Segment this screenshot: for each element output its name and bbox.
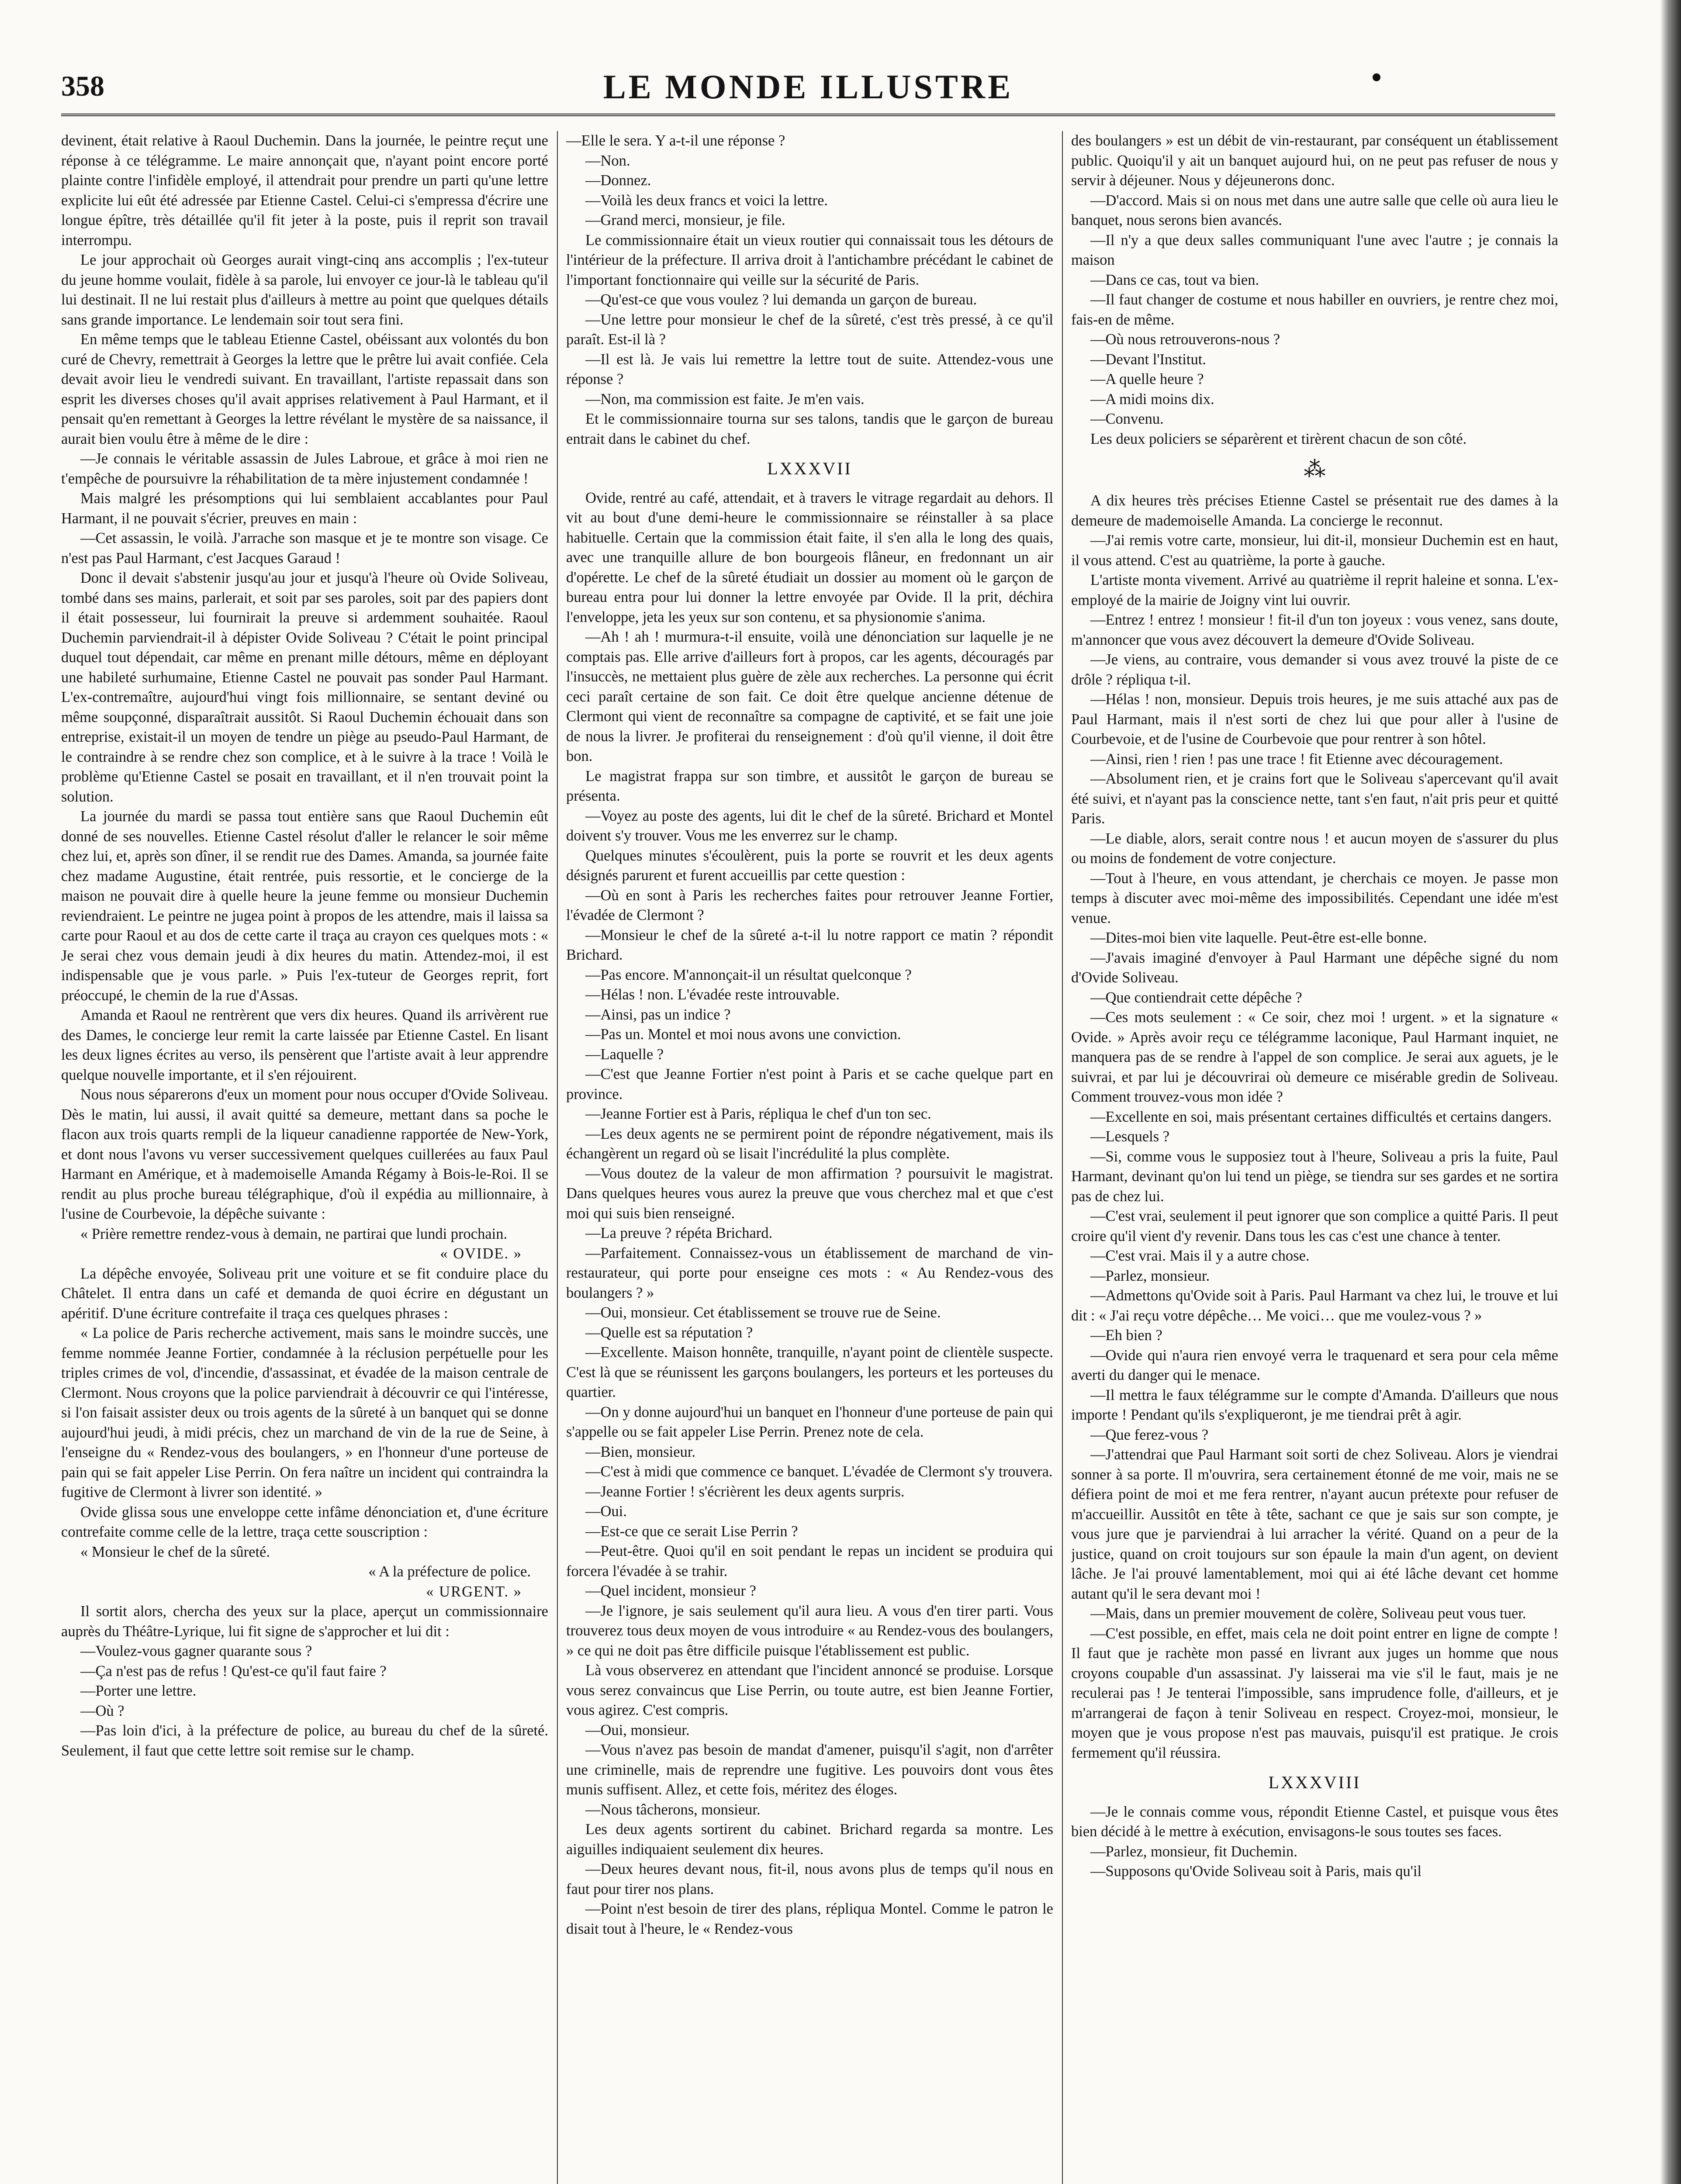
page-edge-shadow bbox=[1660, 0, 1681, 2184]
paragraph: Nous nous séparerons d'eux un moment pour nous occuper d'Ovide Soliveau. Dès le matin, lui aussi, il avait quitté sa demeure, mettant dans sa poche le flacon aux trois quarts rempli de la liqueur canadienne rapportée de New-York, et dont nous l'avons vu verser successivement quelques cuillerées au faux Paul Harmant en Amérique, et à mademoiselle Amanda Régamy à Bois-le-Roi. Il se rendit au plus proche bureau télégraphique, d'où il expédia au millionnaire, à l'usine de Courbevoie, la dépêche suivante : bbox=[61, 1086, 548, 1222]
paragraph: « Prière remettre rendez-vous à demain, ne partirai que lundi prochain. bbox=[80, 1225, 508, 1242]
paragraph: La journée du mardi se passa tout entière sans que Raoul Duchemin eût donné de ses nouvelles. Etienne Castel résolut d'aller le relancer le soir même chez lui, et, après son dîner, il se rendit rue des Dames. Amanda, sa journée faite chez madame Augustine, était rentrée, puis ressortie, et le concierge de la maison ne pouvait dire à quelle heure la jeune femme ou monsieur Duchemin reviendraient. Le peintre ne jugea point à propos de les attendre, mais il laissa sa carte pour Raoul et au dos de cette carte il traça au crayon ces quelques mots : « Je serai chez vous demain jeudi à dix heures du matin. Attendez-moi, il est indispensable que je vous parle. » Puis l'ex-tuteur de Georges reprit, fort préoccupé, le chemin de la rue d'Assas. bbox=[61, 808, 548, 1004]
paragraph: —Non. bbox=[585, 152, 630, 169]
journal-title: LE MONDE ILLUSTRE bbox=[603, 68, 1013, 106]
paragraph: —C'est possible, en effet, mais cela ne doit point entrer en ligne de compte ! Il faut que je rachète mon passé en livrant aux juges un homme que nous croyons coupable d'un assassinat. J'y laisserai ma vie s'il le faut, mais je ne reculerai pas ! Je tenterai l'impossible, sans imprudence folle, d'ailleurs, et je m'arrangerai de façon à tenir Soliveau en respect. Croyez-moi, monsieur, le moyen que je vous propose n'est pas mauvais, puisqu'il est pratique. Je crois fermement qu'il réussira. bbox=[1071, 1625, 1558, 1761]
paragraph: —Il mettra le faux télégramme sur le compte d'Amanda. D'ailleurs que nous importe ! Pendant qu'ils s'expliqueront, je me tiendrai prêt à agir. bbox=[1071, 1386, 1558, 1423]
paragraph: Là vous observerez en attendant que l'incident annoncé se produise. Lorsque vous serez convaincus que Lise Perrin, ou toute autre, est bien Jeanne Fortier, vous agirez. C'est compris. bbox=[566, 1662, 1053, 1718]
text-column-3 bbox=[1071, 131, 1558, 2184]
paragraph: —C'est vrai, seulement il peut ignorer que son complice a quitté Paris. Il peut croire qu'il vient d'y revenir. Dans tous les cas c'est une chance à tenter. bbox=[1071, 1208, 1558, 1244]
paragraph: —Grand merci, monsieur, je file. bbox=[585, 212, 785, 228]
paragraph: Mais malgré les présomptions qui lui semblaient accablantes pour Paul Harmant, il ne pouvait s'écrier, preuves en main : bbox=[61, 490, 548, 527]
paragraph: —Les deux agents ne se permirent point de répondre négativement, mais ils échangèrent un regard où se lisait l'incrédulité la plus complète. bbox=[566, 1125, 1053, 1162]
paragraph: —Où nous retrouverons-nous ? bbox=[1090, 331, 1280, 348]
paragraph: —Lesquels ? bbox=[1090, 1128, 1170, 1145]
paragraph: —Nous tâcherons, monsieur. bbox=[585, 1801, 761, 1818]
paragraph: La dépêche envoyée, Soliveau prit une voiture et se fit conduire place du Châtelet. Il entra dans un café et demanda de quoi écrire en dégustant un apéritif. D'une écriture contrefaite il traça ces quelques phrases : bbox=[61, 1265, 548, 1322]
paragraph: Donc il devait s'abstenir jusqu'au jour et jusqu'à l'heure où Ovide Soliveau, tombé dans ses mains, parlerait, et soit par ses paroles, soit par des papiers dont il était possesseur, lui fournirait la preuve si ardemment souhaitée. Raoul Duchemin parviendrait-il à dépister Ovide Soliveau ? C'était le point principal duquel tout dépendait, car même en prenant mille détours, même en déployant une habileté surhumaine, Etienne Castel ne pouvait pas sonder Paul Harmant. L'ex-contremaître, aujourd'hui vingt fois millionnaire, se sentant deviné ou même soupçonné, disparaîtrait aussitôt. Si Raoul Duchemin échouait dans son entreprise, existait-il un moyen de tendre un piège au pseudo-Paul Harmant, de le contraindre à se rendre chez son complice, et à le suivre à la trace ! Voilà le problème qu'Etienne Castel se posait en travaillant, et il n'en trouvait point la solution. bbox=[61, 570, 548, 805]
paragraph: —Peut-être. Quoi qu'il en soit pendant le repas un incident se produira qui forcera l'évadée à se trahir. bbox=[566, 1543, 1053, 1579]
paragraph: —Hélas ! non. L'évadée reste introuvable. bbox=[585, 986, 840, 1003]
paragraph: —Monsieur le chef de la sûreté a-t-il lu notre rapport ce matin ? répondit Brichard. bbox=[566, 926, 1053, 963]
paragraph: Le jour approchait où Georges aurait vingt-cinq ans accomplis ; l'ex-tuteur du jeune homme voulait, fidèle à sa parole, lui envoyer ce jour-là le tableau qu'il lui destinait. Il ne lui restait plus d'ailleurs à mettre au point que quelques détails sans grande importance. Le lendemain soir tout sera fini. bbox=[61, 252, 548, 328]
paragraph: —Donnez. bbox=[585, 172, 651, 189]
paragraph: —Pas loin d'ici, à la préfecture de police, au bureau du chef de la sûreté. Seulement, il faut que cette lettre soit remise sur le champ. bbox=[61, 1722, 548, 1759]
paragraph: —A midi moins dix. bbox=[1090, 390, 1214, 408]
paragraph: Amanda et Raoul ne rentrèrent que vers dix heures. Quand ils arrivèrent rue des Dames, le concierge leur remit la carte laissée par Etienne Castel. En lisant les deux lignes écrites au verso, ils pensèrent que l'artiste avait à leur apprendre quelque nouvelle importante, et il s'en réjouirent. bbox=[61, 1007, 548, 1083]
paragraph: —Est-ce que ce serait Lise Perrin ? bbox=[585, 1523, 798, 1540]
paragraph: —Une lettre pour monsieur le chef de la sûreté, c'est très pressé, à ce qu'il paraît. Est-il là ? bbox=[566, 311, 1053, 348]
paragraph: —D'accord. Mais si on nous met dans une autre salle que celle où aura lieu le banquet, nous serons bien avancés. bbox=[1071, 192, 1558, 228]
paragraph: —Convenu. bbox=[1090, 411, 1164, 427]
paragraph: —J'ai remis votre carte, monsieur, lui dit-il, monsieur Duchemin est en haut, il vous attend. C'est au quatrième, la porte à gauche. bbox=[1071, 532, 1558, 569]
paragraph: —Porter une lettre. bbox=[80, 1683, 197, 1699]
paragraph: —J'attendrai que Paul Harmant soit sorti de chez Soliveau. Alors je viendrai sonner à sa porte. Il m'ouvrira, sera certainement étonné de me voir, mais ne se défiera point de moi et me fera rentrer, n'ayant aucun prétexte pour refuser de m'accueillir. Aussitôt en tête à tête, sachant ce que je sais sur son compte, je vous jure que je parviendrai à lui arracher la vérité. Quand on a peur de la justice, quand on croit toujours sur son épaule la main d'un agent, on devient lâche. Je l'ai prouvé lamentablement, moi qui ai été lâche devant cet homme autant qu'il le sera devant moi ! bbox=[1071, 1446, 1558, 1602]
paragraph: —Vous doutez de la valeur de mon affirmation ? poursuivit le magistrat. Dans quelques heures vous aurez la preuve que vous cherchez mal et que c'est moi qui suis bien renseigné. bbox=[566, 1165, 1053, 1222]
paragraph: —Oui, monsieur. Cet établissement se trouve rue de Seine. bbox=[585, 1304, 941, 1321]
paragraph: devinent, était relative à Raoul Duchemin. Dans la journée, le peintre reçut une réponse à ce télégramme. Le maire annonçait que, n'ayant point encore porté plainte contre l'infidèle employé, il attendrait pour prendre un parti qu'une lettre explicite lui eût été adressée par Etienne Castel. Celui-ci s'empressa d'écrire une longue épître, très détaillée qu'il fit jeter à la poste, puis il reprit son travail interrompu. bbox=[61, 132, 548, 249]
paragraph: —Ça n'est pas de refus ! Qu'est-ce qu'il faut faire ? bbox=[80, 1662, 387, 1679]
paragraph: Le commissionnaire était un vieux routier qui connaissait tous les détours de l'intérieur de la préfecture. Il arriva droit à l'antichambre précédant le cabinet de l'important fonctionnaire qui veille sur la sécurité de Paris. bbox=[566, 232, 1053, 288]
paragraph: —Hélas ! non, monsieur. Depuis trois heures, je me suis attaché aux pas de Paul Harmant, mais il n'est sorti de chez lui que pour aller à l'usine de Courbevoie, et de l'usine de Courbevoie que pour rentrer à son hôtel. bbox=[1071, 691, 1558, 747]
paragraph: —Quel incident, monsieur ? bbox=[585, 1583, 756, 1599]
paragraph: —Ainsi, pas un indice ? bbox=[585, 1006, 731, 1023]
paragraph: —Que contiendrait cette dépêche ? bbox=[1090, 989, 1302, 1006]
paragraph: Les deux policiers se séparèrent et tirèrent chacun de son côté. bbox=[1090, 430, 1467, 447]
paragraph: des boulangers » est un débit de vin-restaurant, par conséquent un établissement public. Quoiqu'il y ait un banquet aujourd hui, on ne peut pas refuser de nous y servir à déjeuner. Nous y déjeunerons donc. bbox=[1071, 132, 1558, 189]
page-header bbox=[61, 66, 1555, 116]
paragraph: —Où ? bbox=[80, 1702, 125, 1719]
paragraph: —Je viens, au contraire, vous demander si vous avez trouvé la piste de ce drôle ? répliqua t-il. bbox=[1071, 651, 1558, 688]
paragraph: —Excellente en soi, mais présentant certaines difficultés et certains dangers. bbox=[1090, 1108, 1552, 1125]
paragraph: —Si, comme vous le supposiez tout à l'heure, Soliveau a pris la fuite, Paul Harmant, devinant qu'on lui tend un piège, se tiendra sur ses gardes et ne sortira pas de chez lui. bbox=[1071, 1148, 1558, 1205]
paragraph: —Entrez ! entrez ! monsieur ! fit-il d'un ton joyeux : vous venez, sans doute, m'annoncer que vous avez découvert la demeure d'Ovide Soliveau. bbox=[1071, 612, 1558, 648]
paragraph: —Tout à l'heure, en vous attendant, je cherchais ce moyen. Je passe mon temps à discuter avec moi-même des impossibilités. Cependant une idée m'est venue. bbox=[1071, 870, 1558, 926]
chapter-heading: LXXXVIII bbox=[1268, 1773, 1361, 1792]
section-break: ⁂ bbox=[1304, 457, 1326, 481]
paragraph: —Vous n'avez pas besoin de mandat d'amener, puisqu'il s'agit, non d'arrêter une criminelle, mais de reprendre une fugitive. Les pouvoirs dont vous êtes munis suffisent. Allez, et cette fois, méritez des éloges. bbox=[566, 1742, 1053, 1798]
paragraph: —Que ferez-vous ? bbox=[1090, 1426, 1209, 1443]
paragraph: —Je l'ignore, je sais seulement qu'il aura lieu. A vous d'en tirer parti. Vous trouverez tous deux moyen de vous introduire « au Rendez-vous des boulangers, » ce qui ne doit pas être difficile puisque l'établissement est public. bbox=[566, 1602, 1053, 1659]
paragraph: —Bien, monsieur. bbox=[585, 1443, 696, 1460]
paragraph: Ovide, rentré au café, attendait, et à travers le vitrage regardait au dehors. Il vit au bout d'une demi-heure le commissionnaire se réinstaller à sa place habituelle. Certain que la commission était faite, il s'en alla le long des quais, avec une tranquille allure de bon bourgeois flâneur, en fredonnant un air d'opérette. Le chef de la sûreté étudiait un dossier au moment où le garçon de bureau entra pour lui donner la lettre envoyée par Ovide. Il la prit, déchira l'enveloppe, jeta les yeux sur son contenu, et sa physionomie s'anima. bbox=[566, 489, 1053, 625]
paragraph: « A la préfecture de police. bbox=[368, 1563, 531, 1580]
paragraph: —Pas un. Montel et moi nous avons une conviction. bbox=[585, 1026, 901, 1043]
text-column-2 bbox=[566, 131, 1053, 2184]
paragraph: —Voyez au poste des agents, lui dit le chef de la sûreté. Brichard et Montel doivent s'y trouver. Vous me les enverrez sur le champ. bbox=[566, 807, 1053, 844]
paragraph: —Jeanne Fortier est à Paris, répliqua le chef d'un ton sec. bbox=[585, 1106, 931, 1122]
paragraph: —C'est vrai. Mais il y a autre chose. bbox=[1090, 1248, 1310, 1264]
paragraph: —Ces mots seulement : « Ce soir, chez moi ! urgent. » et la signature « Ovide. » Après avoir reçu ce télégramme laconique, Paul Harmant inquiet, ne manquera pas de se rendre à l'appel de son complice. Je serai aux aguets, je le suivrai, et par lui je découvrirai où demeure ce misérable gredin de Soliveau. Comment trouvez-vous mon idée ? bbox=[1071, 1009, 1558, 1105]
paragraph: —Deux heures devant nous, fit-il, nous avons plus de temps qu'il nous en faut pour tirer nos plans. bbox=[566, 1861, 1053, 1897]
paragraph: —Parlez, monsieur, fit Duchemin. bbox=[1090, 1843, 1297, 1860]
paragraph: —Pas encore. M'annonçait-il un résultat quelconque ? bbox=[585, 966, 912, 983]
paragraph: —C'est que Jeanne Fortier n'est point à Paris et se cache quelque part en province. bbox=[566, 1066, 1053, 1102]
page-number: 358 bbox=[61, 70, 104, 102]
chapter-heading: LXXXVII bbox=[767, 459, 852, 478]
paragraph: —Je connais le véritable assassin de Jules Labroue, et grâce à moi rien ne t'empêche de poursuivre la réhabilitation de ta mère injustement condamnée ! bbox=[61, 450, 548, 487]
text-column-1 bbox=[61, 131, 548, 2184]
paragraph: —A quelle heure ? bbox=[1090, 371, 1204, 387]
paragraph: —Parlez, monsieur. bbox=[1090, 1267, 1210, 1284]
paragraph: Les deux agents sortirent du cabinet. Brichard regarda sa montre. Les aiguilles indiquaient seulement dix heures. bbox=[566, 1821, 1053, 1858]
paragraph: —Voulez-vous gagner quarante sous ? bbox=[80, 1643, 312, 1659]
paragraph: —Cet assassin, le voilà. J'arrache son masque et je te montre son visage. Ce n'est pas Paul Harmant, c'est Jacques Garaud ! bbox=[61, 530, 548, 567]
paragraph: Il sortit alors, chercha des yeux sur la place, aperçut un commissionnaire auprès du Théâtre-Lyrique, lui fit signe de s'approcher et lui dit : bbox=[61, 1603, 548, 1640]
paragraph: —Voilà les deux francs et voici la lettre. bbox=[585, 192, 828, 209]
paragraph: L'artiste monta vivement. Arrivé au quatrième il reprit haleine et sonna. L'ex-employé de la mairie de Joigny vint lui ouvrir. bbox=[1071, 572, 1558, 608]
paragraph: —Point n'est besoin de tirer des plans, répliqua Montel. Comme le patron le disait tout à l'heure, le « Rendez-vous bbox=[566, 1901, 1053, 1937]
paragraph: —Parfaitement. Connaissez-vous un établissement de marchand de vin-restaurateur, qui porte pour enseigne ces mots : « Au Rendez-vous des boulangers ? » bbox=[566, 1244, 1053, 1301]
paragraph: —J'avais imaginé d'envoyer à Paul Harmant une dépêche signé du nom d'Ovide Soliveau. bbox=[1071, 949, 1558, 986]
paragraph: « Monsieur le chef de la sûreté. bbox=[80, 1543, 270, 1560]
header-ornament-icon bbox=[1373, 73, 1380, 81]
paragraph: Quelques minutes s'écoulèrent, puis la porte se rouvrit et les deux agents désignés parurent et furent accueillis par cette question : bbox=[566, 847, 1053, 884]
paragraph: —Excellente. Maison honnête, tranquille, n'ayant point de clientèle suspecte. C'est là que se réunissent les garçons boulangers, les porteurs et les porteuses du quartier. bbox=[566, 1344, 1053, 1400]
paragraph: —C'est à midi que commence ce banquet. L'évadée de Clermont s'y trouvera. bbox=[585, 1463, 1053, 1480]
paragraph: « URGENT. » bbox=[426, 1583, 522, 1600]
paragraph: Le magistrat frappa sur son timbre, et aussitôt le garçon de bureau se présenta. bbox=[566, 767, 1053, 804]
paragraph: —Admettons qu'Ovide soit à Paris. Paul Harmant va chez lui, le trouve et lui dit : « J'ai reçu votre dépêche… Me voici… que me voulez-vous ? » bbox=[1071, 1287, 1558, 1324]
paragraph: —Laquelle ? bbox=[585, 1046, 664, 1063]
paragraph: —La preuve ? répéta Brichard. bbox=[585, 1225, 773, 1241]
paragraph: —Il est là. Je vais lui remettre la lettre tout de suite. Attendez-vous une réponse ? bbox=[566, 351, 1053, 387]
paragraph: —Oui, monsieur. bbox=[585, 1721, 690, 1738]
paragraph: —Mais, dans un premier mouvement de colère, Soliveau peut vous tuer. bbox=[1090, 1605, 1526, 1622]
paragraph: —Qu'est-ce que vous voulez ? lui demanda un garçon de bureau. bbox=[585, 291, 977, 308]
paragraph: A dix heures très précises Etienne Castel se présentait rue des dames à la demeure de mademoiselle Amanda. La concierge le reconnut. bbox=[1071, 492, 1558, 529]
paragraph: —On y donne aujourd'hui un banquet en l'honneur d'une porteuse de pain qui s'appelle ou se fait appeler Lise Perrin. Prenez note de cela. bbox=[566, 1403, 1053, 1440]
paragraph: —Elle le sera. Y a-t-il une réponse ? bbox=[566, 132, 785, 149]
paragraph: —Ovide qui n'aura rien envoyé verra le traquenard et sera pour cela même averti du danger qui le menace. bbox=[1071, 1347, 1558, 1383]
paragraph: —Ah ! ah ! murmura-t-il ensuite, voilà une dénonciation sur laquelle je ne comptais pas. Elle arrive d'ailleurs fort à propos, car les agents, découragés par l'insuccès, ne mettaient plus guère de zèle aux recherches. La personne qui écrit ceci paraît certaine de son fait. Ce doit être quelque ancienne détenue de Clermont qui vient de reconnaître sa compagne de captivité, et se fait une joie de nous la livrer. Je profiterai du renseignement : d'où qu'il vienne, il doit être bon. bbox=[566, 629, 1053, 764]
column-divider bbox=[557, 131, 558, 2184]
paragraph: —Où en sont à Paris les recherches faites pour retrouver Jeanne Fortier, l'évadée de Clermont ? bbox=[566, 887, 1053, 923]
paragraph: —Ainsi, rien ! rien ! pas une trace ! fit Etienne avec découragement. bbox=[1090, 750, 1503, 767]
paragraph: —Le diable, alors, serait contre nous ! et aucun moyen de s'assurer du plus ou moins de fondement de votre conjecture. bbox=[1071, 830, 1558, 867]
paragraph: En même temps que le tableau Etienne Castel, obéissant aux volontés du bon curé de Chevry, remettrait à Georges la lettre que le prêtre lui avait confiée. Cela devait avoir lieu le vendredi suivant. En travaillant, l'artiste repassait dans son esprit les diverses choses qu'il avait apprises relativement à Paul Harmant, et il pensait qu'en remettant à Georges la lettre révélant le mystère de sa naissance, il aurait bien voulu être à même de le dire : bbox=[61, 331, 548, 447]
paragraph: Et le commissionnaire tourna sur ses talons, tandis que le garçon de bureau entrait dans le cabinet du chef. bbox=[566, 411, 1053, 447]
paragraph: —Oui. bbox=[585, 1503, 627, 1520]
paragraph: —Non, ma commission est faite. Je m'en vais. bbox=[585, 390, 865, 408]
paragraph: —Jeanne Fortier ! s'écrièrent les deux agents surpris. bbox=[585, 1483, 905, 1500]
paragraph: « La police de Paris recherche activement, mais sans le moindre succès, une femme nommée Jeanne Fortier, condamnée à la réclusion perpétuelle pour les triples crimes de vol, d'incendie, d'assassinat, et évadée de la maison centrale de Clermont. Nous croyons que la police parviendrait à découvrir ce qui l'intéresse, si l'on faisait assister deux ou trois agents de la sûreté à un banquet qui se donne aujourd'hui jeudi, à midi précis, chez un marchand de vin de la rue de Seine, à l'enseigne du « Rendez-vous des boulangers, » en l'honneur d'une porteuse de pain qui se fait appeler Lise Perrin. On fera naître un incident qui contraindra la fugitive de Clermont à livrer son identité. » bbox=[61, 1325, 548, 1500]
paragraph: —Devant l'Institut. bbox=[1090, 351, 1206, 368]
paragraph: —Eh bien ? bbox=[1090, 1327, 1162, 1344]
column-divider bbox=[1062, 131, 1063, 2184]
paragraph: —Il faut changer de costume et nous habiller en ouvriers, je rentre chez moi, fais-en de même. bbox=[1071, 291, 1558, 328]
paragraph: —Il n'y a que deux salles communiquant l'une avec l'autre ; je connais la maison bbox=[1071, 232, 1558, 268]
paragraph: —Absolument rien, et je crains fort que le Soliveau s'apercevant qu'il avait été suivi, et n'ayant pas la conscience nette, tant s'en faut, n'ait pris peur et quitté Paris. bbox=[1071, 771, 1558, 827]
paragraph: —Supposons qu'Ovide Soliveau soit à Paris, mais qu'il bbox=[1090, 1863, 1422, 1880]
paragraph: —Quelle est sa réputation ? bbox=[585, 1324, 753, 1341]
paragraph: —Dites-moi bien vite laquelle. Peut-être est-elle bonne. bbox=[1090, 930, 1427, 946]
paragraph: —Dans ce cas, tout va bien. bbox=[1090, 271, 1259, 288]
paragraph: « OVIDE. » bbox=[440, 1245, 522, 1262]
paragraph: —Je le connais comme vous, répondit Etienne Castel, et puisque vous êtes bien décidé à le mettre à exécution, envisagons-le sous toutes ses faces. bbox=[1071, 1803, 1558, 1840]
paragraph: Ovide glissa sous une enveloppe cette infâme dénonciation et, d'une écriture contrefaite comme celle de la lettre, traça cette souscription : bbox=[61, 1503, 548, 1540]
